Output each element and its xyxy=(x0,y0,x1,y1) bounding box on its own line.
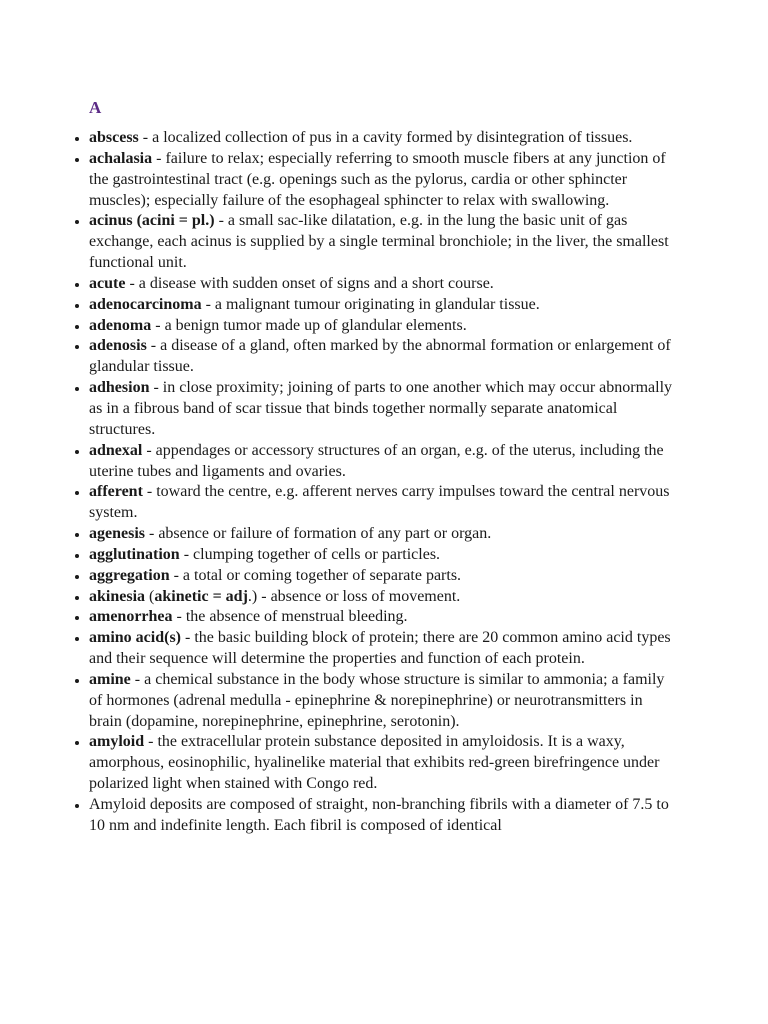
glossary-term: adenosis xyxy=(89,337,147,355)
glossary-term-variant: akinetic = adj xyxy=(154,587,248,605)
glossary-entry xyxy=(89,336,679,378)
glossary-entry xyxy=(89,128,679,149)
glossary-term: amyloid xyxy=(89,733,145,751)
glossary-entry xyxy=(89,211,679,274)
glossary-term: adenoma xyxy=(89,316,152,334)
glossary-term: amino acid(s) xyxy=(89,629,181,647)
glossary-definition: - in close proximity; joining of parts to one another which may occur abnormally as in a fibrous band of scar tissue that binds together normally separate anatomical structures. xyxy=(89,379,673,438)
glossary-term: agenesis xyxy=(89,525,145,543)
glossary-paren-open: ( xyxy=(145,587,155,605)
glossary-term: achalasia xyxy=(89,149,153,167)
glossary-term: adhesion xyxy=(89,379,150,397)
glossary-entry xyxy=(89,441,679,483)
glossary-term: abscess xyxy=(89,129,139,146)
glossary-term: acinus (acini = pl.) xyxy=(89,212,215,230)
glossary-entry xyxy=(89,545,679,566)
glossary-definition: - clumping together of cells or particles. xyxy=(179,545,441,563)
glossary-definition: - a benign tumor made up of glandular elements. xyxy=(151,316,467,334)
glossary-term: aggregation xyxy=(89,566,170,584)
glossary-definition: - a total or coming together of separate parts. xyxy=(169,566,462,584)
glossary-list xyxy=(0,128,679,837)
glossary-definition: - a chemical substance in the body whose structure is similar to ammonia; a family of hormones (adrenal medulla - epinephrine & norepinephrine) or neurotransmitters in brain (dopamine, norepinephrine, epinephrine, serotonin). xyxy=(89,670,665,730)
glossary-entry xyxy=(89,566,679,587)
glossary-entry xyxy=(89,378,679,441)
glossary-entry xyxy=(89,482,679,524)
glossary-entry xyxy=(89,732,679,795)
glossary-definition: - a small sac-like dilatation, e.g. in the lung the basic unit of gas exchange, each acinus is supplied by a single terminal bronchiole; in the liver, the smallest functional unit. xyxy=(89,212,669,272)
glossary-definition: - the extracellular protein substance deposited in amyloidosis. It is a waxy, amorphous, eosinophilic, hyalinelike material that exhibits red-green birefringence under polarized light when stained with Congo red. xyxy=(89,733,660,793)
glossary-entry xyxy=(89,670,679,733)
glossary-entry xyxy=(89,524,679,545)
glossary-definition: - toward the centre, e.g. afferent nerves carry impulses toward the central nervous system. xyxy=(89,483,670,522)
glossary-definition: - the absence of menstrual bleeding. xyxy=(172,608,408,626)
glossary-definition: - appendages or accessory structures of an organ, e.g. of the uterus, including the uterine tubes and ligaments and ovaries. xyxy=(89,441,664,480)
glossary-term: akinesia xyxy=(89,587,146,605)
glossary-entry xyxy=(89,587,679,608)
glossary-entry xyxy=(89,628,679,670)
glossary-definition: - the basic building block of protein; there are 20 common amino acid types and their sequence will determine the properties and function of each protein. xyxy=(89,629,671,668)
glossary-term: agglutination xyxy=(89,545,180,563)
glossary-entry xyxy=(89,795,679,837)
glossary-entry xyxy=(89,607,679,628)
glossary-definition: - absence or failure of formation of any part or organ. xyxy=(145,525,492,543)
glossary-entry xyxy=(89,274,679,295)
glossary-definition: - a localized collection of pus in a cavity formed by disintegration of tissues. xyxy=(138,129,633,146)
glossary-definition: - a malignant tumour originating in glandular tissue. xyxy=(201,295,540,313)
glossary-definition: - failure to relax; especially referring to smooth muscle fibers at any junction of the gastrointestinal tract (e.g. openings such as the pylorus, cardia or other sphincter muscles); especially failure of the esophageal sphincter to relax with swallowing. xyxy=(89,149,666,209)
glossary-definition: .) - absence or loss of movement. xyxy=(247,587,461,605)
glossary-term: adenocarcinoma xyxy=(89,295,202,313)
glossary-definition: - a disease of a gland, often marked by the abnormal formation or enlargement of glandular tissue. xyxy=(89,337,671,376)
section-heading-letter: A xyxy=(89,98,102,117)
glossary-entry xyxy=(89,316,679,337)
glossary-term: afferent xyxy=(89,483,143,501)
glossary-entry xyxy=(89,149,679,212)
glossary-definition: - a disease with sudden onset of signs and a short course. xyxy=(125,274,494,292)
glossary-term: amine xyxy=(89,670,131,688)
glossary-entry xyxy=(89,295,679,316)
glossary-term: acute xyxy=(89,274,126,292)
glossary-term: amenorrhea xyxy=(89,608,173,626)
glossary-definition: Amyloid deposits are composed of straight, non-branching fibrils with a diameter of 7.5 to 10 nm and indefinite length. Each fibril is composed of identical xyxy=(89,796,669,834)
glossary-term: adnexal xyxy=(89,441,143,459)
